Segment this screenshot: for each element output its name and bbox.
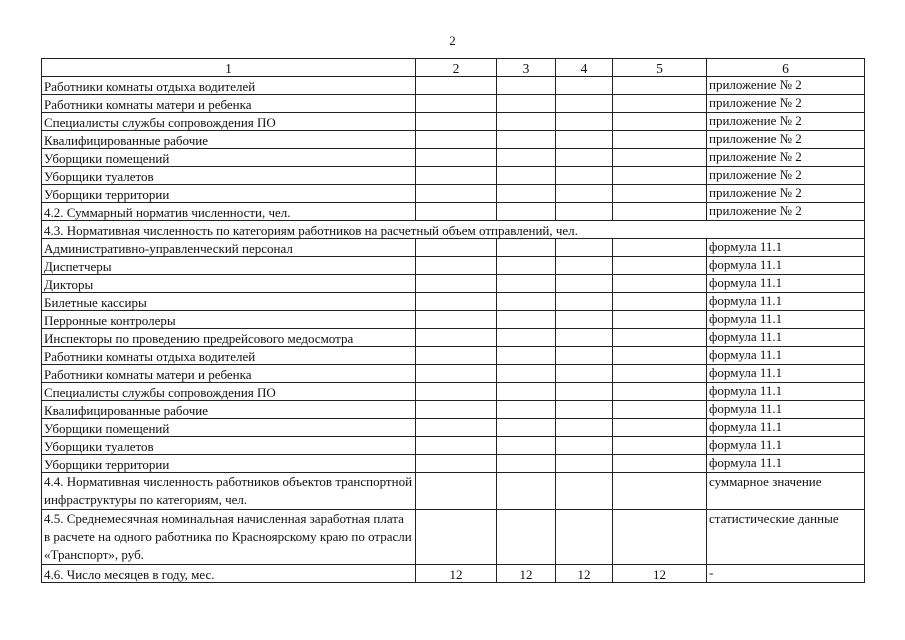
value-cell-col-2: [416, 510, 497, 565]
value-cell-col-3: [497, 329, 556, 347]
table-row: [42, 419, 865, 437]
value-cell-col-2: [416, 473, 497, 510]
value-cell-col-3: [497, 419, 556, 437]
value-cell-col-5: [613, 257, 707, 275]
table-row: [42, 437, 865, 455]
value-cell-col-5: [613, 311, 707, 329]
row-note: приложение № 2: [707, 185, 865, 203]
value-cell-col-3: [497, 510, 556, 565]
row-note: приложение № 2: [707, 131, 865, 149]
row-note: приложение № 2: [707, 95, 865, 113]
value-cell-col-5: [613, 167, 707, 185]
value-cell-col-4: [556, 311, 613, 329]
value-cell-col-3: [497, 257, 556, 275]
value-cell-col-3: [497, 293, 556, 311]
table-row-4-5: [42, 510, 865, 565]
value-cell-col-5: [613, 185, 707, 203]
row-label: Уборщики помещений: [42, 419, 416, 437]
row-note: формула 11.1: [707, 347, 865, 365]
row-label: Квалифицированные рабочие: [42, 401, 416, 419]
row-note: суммарное значение: [707, 473, 865, 510]
row-note: формула 11.1: [707, 311, 865, 329]
table-row: [42, 311, 865, 329]
value-cell-col-3: [497, 95, 556, 113]
page-number: 2: [449, 33, 456, 48]
row-note: приложение № 2: [707, 77, 865, 95]
value-cell-col-4: [556, 239, 613, 257]
table-row: [42, 365, 865, 383]
row-note: приложение № 2: [707, 203, 865, 221]
table-row: [42, 239, 865, 257]
row-label: Уборщики территории: [42, 455, 416, 473]
value-cell-col-5: [613, 401, 707, 419]
value-cell-col-3: [497, 383, 556, 401]
table-row: [42, 275, 865, 293]
value-cell-col-5: [613, 473, 707, 510]
value-cell-col-3: [497, 401, 556, 419]
row-label: Перронные контролеры: [42, 311, 416, 329]
value-cell-col-4: [556, 510, 613, 565]
row-label: Работники комнаты отдыха водителей: [42, 347, 416, 365]
value-cell-col-2: [416, 365, 497, 383]
row-label: 4.6. Число месяцев в году, мес.: [42, 565, 416, 583]
table-row: [42, 401, 865, 419]
table-row: [42, 149, 865, 167]
row-note: формула 11.1: [707, 455, 865, 473]
value-cell-col-2: [416, 167, 497, 185]
norms-table: [41, 58, 865, 583]
row-note: приложение № 2: [707, 113, 865, 131]
row-label: Уборщики туалетов: [42, 167, 416, 185]
value-cell-col-5: [613, 510, 707, 565]
row-label: Специалисты службы сопровождения ПО: [42, 113, 416, 131]
value-cell-col-4: [556, 77, 613, 95]
value-cell-col-3: [497, 167, 556, 185]
row-note: формула 11.1: [707, 365, 865, 383]
row-note: формула 11.1: [707, 437, 865, 455]
value-cell-col-2: [416, 185, 497, 203]
value-cell-col-3: [497, 203, 556, 221]
table-row: [42, 131, 865, 149]
row-note: формула 11.1: [707, 293, 865, 311]
value-cell-col-4: [556, 383, 613, 401]
value-cell-col-4: [556, 113, 613, 131]
value-cell-col-3: [497, 131, 556, 149]
value-cell-col-3: 12: [497, 565, 556, 583]
value-cell-col-4: [556, 437, 613, 455]
value-cell-col-4: [556, 473, 613, 510]
value-cell-col-2: [416, 113, 497, 131]
value-cell-col-2: [416, 329, 497, 347]
row-label: Работники комнаты матери и ребенка: [42, 95, 416, 113]
value-cell-col-4: [556, 293, 613, 311]
value-cell-col-5: [613, 365, 707, 383]
value-cell-col-2: [416, 275, 497, 293]
value-cell-col-3: [497, 311, 556, 329]
value-cell-col-3: [497, 239, 556, 257]
header-col-2: 2: [416, 59, 497, 77]
value-cell-col-4: [556, 167, 613, 185]
value-cell-col-5: [613, 347, 707, 365]
value-cell-col-5: [613, 293, 707, 311]
header-col-5: 5: [613, 59, 707, 77]
row-label: Уборщики территории: [42, 185, 416, 203]
value-cell-col-4: [556, 149, 613, 167]
value-cell-col-4: [556, 95, 613, 113]
value-cell-col-3: [497, 77, 556, 95]
value-cell-col-5: [613, 149, 707, 167]
header-col-1: 1: [42, 59, 416, 77]
value-cell-col-3: [497, 347, 556, 365]
value-cell-col-4: [556, 203, 613, 221]
table-row: [42, 203, 865, 221]
row-label: 4.4. Нормативная численность работников объектов транспортной инфраструктуры по категориям, чел.: [42, 473, 416, 510]
row-label: Работники комнаты отдыха водителей: [42, 77, 416, 95]
row-label: 4.2. Суммарный норматив численности, чел.: [42, 203, 416, 221]
row-note: -: [707, 565, 865, 583]
value-cell-col-3: [497, 113, 556, 131]
row-label: Уборщики туалетов: [42, 437, 416, 455]
value-cell-col-5: [613, 455, 707, 473]
value-cell-col-4: [556, 275, 613, 293]
row-label: Квалифицированные рабочие: [42, 131, 416, 149]
row-note: формула 11.1: [707, 257, 865, 275]
table-header-row: [42, 59, 865, 77]
row-label: Специалисты службы сопровождения ПО: [42, 383, 416, 401]
table-row: [42, 77, 865, 95]
row-note: формула 11.1: [707, 383, 865, 401]
row-note: статистические данные: [707, 510, 865, 565]
section-heading: 4.3. Нормативная численность по категориям работников на расчетный объем отправлений, чел.: [42, 221, 865, 239]
value-cell-col-2: [416, 419, 497, 437]
table-row: [42, 455, 865, 473]
row-label: Диспетчеры: [42, 257, 416, 275]
row-label: Инспекторы по проведению предрейсового медосмотра: [42, 329, 416, 347]
row-note: приложение № 2: [707, 149, 865, 167]
row-note: приложение № 2: [707, 167, 865, 185]
table-row: [42, 329, 865, 347]
value-cell-col-5: [613, 437, 707, 455]
header-col-6: 6: [707, 59, 865, 77]
table-row: [42, 95, 865, 113]
value-cell-col-2: [416, 149, 497, 167]
value-cell-col-2: [416, 455, 497, 473]
row-note: формула 11.1: [707, 329, 865, 347]
row-label: Билетные кассиры: [42, 293, 416, 311]
value-cell-col-4: [556, 131, 613, 149]
value-cell-col-4: [556, 401, 613, 419]
value-cell-col-2: [416, 401, 497, 419]
table-row: [42, 257, 865, 275]
table-row-4-4: [42, 473, 865, 510]
value-cell-col-2: [416, 383, 497, 401]
value-cell-col-3: [497, 473, 556, 510]
value-cell-col-5: [613, 113, 707, 131]
value-cell-col-3: [497, 185, 556, 203]
row-label: 4.5. Среднемесячная номинальная начисленная заработная плата в расчете на одного работника по Красноярскому краю по отрасли «Транспорт», руб.: [42, 510, 416, 565]
value-cell-col-3: [497, 149, 556, 167]
value-cell-col-5: [613, 77, 707, 95]
table-row: [42, 167, 865, 185]
value-cell-col-4: [556, 185, 613, 203]
value-cell-col-2: [416, 131, 497, 149]
value-cell-col-2: [416, 95, 497, 113]
table-row: [42, 185, 865, 203]
value-cell-col-2: [416, 347, 497, 365]
value-cell-col-3: [497, 365, 556, 383]
value-cell-col-4: 12: [556, 565, 613, 583]
value-cell-col-4: [556, 257, 613, 275]
row-label: Административно-управленческий персонал: [42, 239, 416, 257]
row-note: формула 11.1: [707, 401, 865, 419]
value-cell-col-3: [497, 437, 556, 455]
header-col-3: 3: [497, 59, 556, 77]
value-cell-col-3: [497, 455, 556, 473]
header-col-4: 4: [556, 59, 613, 77]
value-cell-col-5: [613, 131, 707, 149]
table-row: [42, 113, 865, 131]
row-label: Дикторы: [42, 275, 416, 293]
value-cell-col-5: [613, 383, 707, 401]
value-cell-col-5: [613, 95, 707, 113]
value-cell-col-2: [416, 311, 497, 329]
row-label: Работники комнаты матери и ребенка: [42, 365, 416, 383]
value-cell-col-5: [613, 275, 707, 293]
value-cell-col-4: [556, 419, 613, 437]
row-label: Уборщики помещений: [42, 149, 416, 167]
value-cell-col-5: [613, 239, 707, 257]
value-cell-col-4: [556, 347, 613, 365]
value-cell-col-5: [613, 203, 707, 221]
table-row-4-6: [42, 565, 865, 583]
value-cell-col-2: [416, 437, 497, 455]
value-cell-col-4: [556, 455, 613, 473]
value-cell-col-5: 12: [613, 565, 707, 583]
table-row: [42, 293, 865, 311]
value-cell-col-2: [416, 77, 497, 95]
value-cell-col-2: [416, 257, 497, 275]
row-note: формула 11.1: [707, 275, 865, 293]
row-note: формула 11.1: [707, 239, 865, 257]
table-row: [42, 347, 865, 365]
value-cell-col-2: [416, 203, 497, 221]
row-note: формула 11.1: [707, 419, 865, 437]
value-cell-col-4: [556, 329, 613, 347]
table-row: [42, 383, 865, 401]
value-cell-col-4: [556, 365, 613, 383]
value-cell-col-2: [416, 239, 497, 257]
value-cell-col-5: [613, 419, 707, 437]
value-cell-col-5: [613, 329, 707, 347]
value-cell-col-3: [497, 275, 556, 293]
value-cell-col-2: [416, 293, 497, 311]
value-cell-col-2: 12: [416, 565, 497, 583]
section-row-4-3: [42, 221, 865, 239]
